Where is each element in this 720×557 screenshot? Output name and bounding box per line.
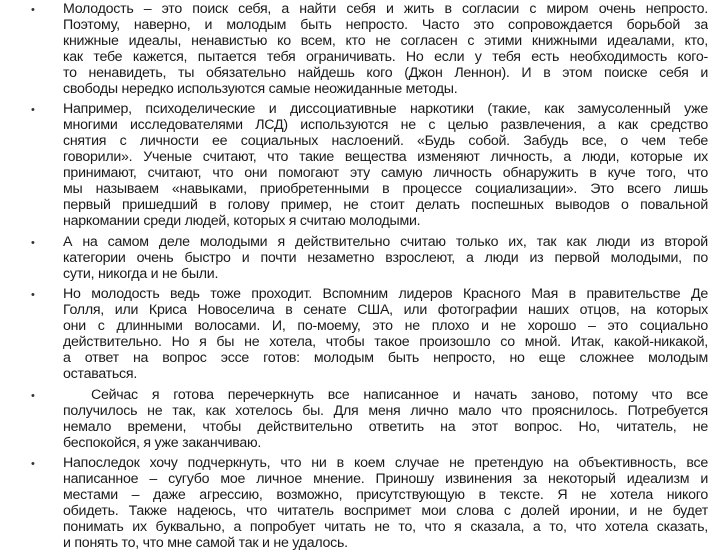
text-line: местами – даже агрессию, возможно, присутствующую в тексте. Я не хотела никого	[63, 488, 708, 504]
text-line: категории очень быстро и почти незаметно взрослеют, а люди из первой молодыми, по	[63, 250, 708, 266]
bullet-icon: •	[31, 236, 35, 249]
text-line: они с длинными волосами. И, по-моему, это не плохо и не хорошо – это социально	[63, 319, 708, 335]
bullet-icon: •	[31, 289, 35, 302]
text-line: Напоследок хочу подчеркнуть, что ни в коем случае не претендую на объективность, все	[63, 456, 708, 472]
bullet-icon: •	[31, 389, 35, 402]
text-line: Голля, или Криса Новоселича в сенате США, или фотографии наших отцов, на которых	[63, 303, 708, 319]
text-line: немало времени, чтобы действительно ответить на этот вопрос. Но, читатель, не	[63, 419, 708, 435]
bullet-icon: •	[31, 458, 35, 471]
text-line: сути, никогда и не были.	[63, 266, 219, 282]
bullet-paragraph	[0, 388, 720, 452]
text-line: оставаться.	[63, 366, 138, 382]
text-line: принимают, считают, что они помогают эту самую личность обнаружить в куче того, что	[63, 166, 708, 182]
bullet-icon: •	[31, 4, 35, 16]
bullet-paragraph	[0, 287, 720, 382]
bullet-paragraph	[0, 235, 720, 283]
text-line: свободы нередко используются самые неожиданные методы.	[63, 81, 458, 97]
text-line: а ответ на вопрос эссе готов: молодым быть непросто, но еще сложнее молодым	[63, 351, 708, 367]
text-line: и понять то, что мне самой так и не удалось.	[63, 536, 348, 551]
text-line: мы называем «навыками, приобретенными в процессе социализации». Это всего лишь	[63, 181, 708, 197]
text-line: обидеть. Также надеюсь, что читатель воспримет мои слова с долей иронии, и не будет	[63, 504, 708, 520]
text-line: то ненавидеть, ты обязательно найдешь кого (Джон Леннон). И в этом поиске себя и	[63, 65, 708, 81]
text-line: понимать их буквально, а попробует читать не то, что я сказала, а то, что хотела сказать,	[63, 520, 708, 536]
bullet-paragraph	[0, 102, 720, 229]
text-line: наркомании среди людей, которых я считаю молодыми.	[63, 213, 421, 229]
text-line: получилось не так, как хотелось бы. Для меня лично мало что прояснилось. Потребуется	[63, 403, 708, 419]
text-line: книжные идеалы, ненавистью ко всем, кто не согласен с этими книжными идеалами, кто,	[63, 33, 708, 49]
text-line: Сейчас я готова перечеркнуть все написанное и начать заново, потому что все	[63, 387, 708, 403]
bullet-paragraph	[0, 456, 720, 551]
bullet-icon: •	[31, 104, 35, 117]
text-line: снятия с личности ее социальных наслоений. «Будь собой. Забудь все, о чем тебе	[63, 134, 708, 150]
text-line: А на самом деле молодыми я действительно считаю только их, так как люди из второй	[63, 234, 708, 250]
text-line: Но молодость ведь тоже проходит. Вспомним лидеров Красного Мая в правительстве Де	[63, 287, 708, 303]
text-line: действительно. Но я бы не хотела, чтобы такое произошло со мной. Итак, какой-никакой,	[63, 335, 708, 351]
text-line: написанное – сугубо мое личное мнение. Приношу извинения за некоторый идеализм и	[63, 472, 708, 488]
text-line: первый пришедший в голову пример, не стоит делать поспешных выводов о повальной	[63, 197, 708, 213]
text-line: Например, психоделические и диссоциативные наркотики (такие, как замусоленный уже	[63, 102, 708, 118]
bullet-paragraph	[0, 2, 720, 97]
document-body	[0, 2, 720, 557]
text-line: многими исследователями ЛСД) используются не с целью развлечения, а как средство	[63, 118, 708, 134]
text-line: Поэтому, наверно, и молодым быть непросто. Часто это сопровождается борьбой за	[63, 17, 708, 33]
text-line: говорили». Ученые считают, что такие вещества изменяют личность, а люди, которые их	[63, 150, 708, 166]
text-line: Молодость – это поиск себя, а найти себя и жить в согласии с миром очень непросто.	[63, 2, 708, 17]
text-line: как тебе кажется, пытается тебя ограничивать. Но если у тебя есть необходимость кого-	[63, 49, 708, 65]
text-line: беспокойся, я уже заканчиваю.	[63, 435, 262, 451]
